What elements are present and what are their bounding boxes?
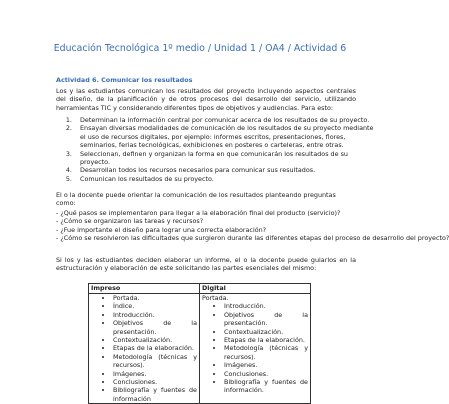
informe-paragraph: Si los y las estudiantes deciden elaborar un informe, el o la docente puede guiarlos en la estructuración y elaboración de este solicitando las partes esenciales del mismo: xyxy=(56,256,356,273)
impreso-item: • Contextualización. xyxy=(113,336,197,344)
impreso-item: • Introducción. xyxy=(113,311,197,319)
objective-item: 1. Determinan la información central por comunicar acerca de los resultados de su proyecto. xyxy=(74,116,374,124)
impreso-item: • Etapas de la elaboración. xyxy=(113,344,197,352)
activity-heading: Actividad 6. Comunicar los resultados xyxy=(56,76,193,84)
digital-item: • Metodología (técnicas y recursos). xyxy=(224,344,308,361)
question-item: - ¿Fue importante el diseño para lograr una correcta elaboración? xyxy=(56,225,267,234)
impreso-item: • Conclusiones. xyxy=(113,378,197,386)
impreso-item: • Portada. xyxy=(113,294,197,302)
page-title: Educación Tecnológica 1º medio / Unidad 1 / OA4 / Actividad 6 xyxy=(53,43,347,54)
digital-first-item: Portada. xyxy=(202,294,229,302)
questions-list xyxy=(56,209,449,243)
objective-item: 3. Seleccionan, definen y organizan la forma en que comunicarán los resultados de su proyecto. xyxy=(74,150,374,167)
impreso-item: • Objetivos de la presentación. xyxy=(113,319,197,336)
report-parts-table xyxy=(88,283,311,404)
question-item: - ¿Cómo se organizaron las tareas y recursos? xyxy=(56,217,204,226)
digital-item: • Contextualización. xyxy=(224,328,308,336)
impreso-item: • Bibliografía y fuentes de información xyxy=(113,386,197,403)
question-item: - ¿Cómo se resolvieron las dificultades que surgieron durante las diferentes etapas del proceso de desarrollo del proyecto? xyxy=(56,234,449,243)
intro-paragraph: Los y las estudiantes comunican los resultados del proyecto incluyendo aspectos centrales del diseño, de la planificación y de otros procesos del desarrollo del servicio, utilizando herramientas TIC y considerando diferentes tipos de objetivos y audiencias. Para esto: xyxy=(56,87,356,112)
impreso-item: • Metodología (técnicas y recursos). xyxy=(113,353,197,370)
question-item: - ¿Qué pasos se implementaron para llegar a la elaboración final del producto (servicio)? xyxy=(56,209,341,217)
objective-item: 5. Comunican los resultados de su proyecto. xyxy=(74,175,374,183)
column-header-impreso: Impreso xyxy=(89,284,200,294)
impreso-cell xyxy=(89,294,200,404)
digital-item: • Introducción. xyxy=(224,302,308,310)
digital-item: • Imágenes. xyxy=(224,361,308,369)
impreso-item: • Imágenes. xyxy=(113,370,197,378)
column-header-digital: Digital xyxy=(200,284,311,294)
digital-item: • Etapas de la elaboración. xyxy=(224,336,308,344)
impreso-item: • Índice. xyxy=(113,302,197,310)
orientation-paragraph: El o la docente puede orientar la comunicación de los resultados planteando preguntas como: xyxy=(56,191,336,208)
impreso-list xyxy=(91,294,197,403)
objective-item: 2. Ensayan diversas modalidades de comunicación de los resultados de su proyecto mediante el uso de recursos digitales, por ejemplo: informes escritos, presentaciones, flores, seminarios, ferias tecnológicas, exhibiciones en posteres o carteleras, entre otras. xyxy=(74,124,374,149)
digital-item: • Bibliografía y fuentes de información. xyxy=(224,378,308,395)
objective-item: 4. Desarrollan todos los recursos necesarios para comunicar sus resultados. xyxy=(74,166,374,174)
digital-list xyxy=(202,302,308,394)
digital-item: • Objetivos de la presentación. xyxy=(224,311,308,328)
objectives-list xyxy=(56,116,374,183)
digital-cell xyxy=(200,294,311,404)
digital-item: • Conclusiones. xyxy=(224,370,308,378)
